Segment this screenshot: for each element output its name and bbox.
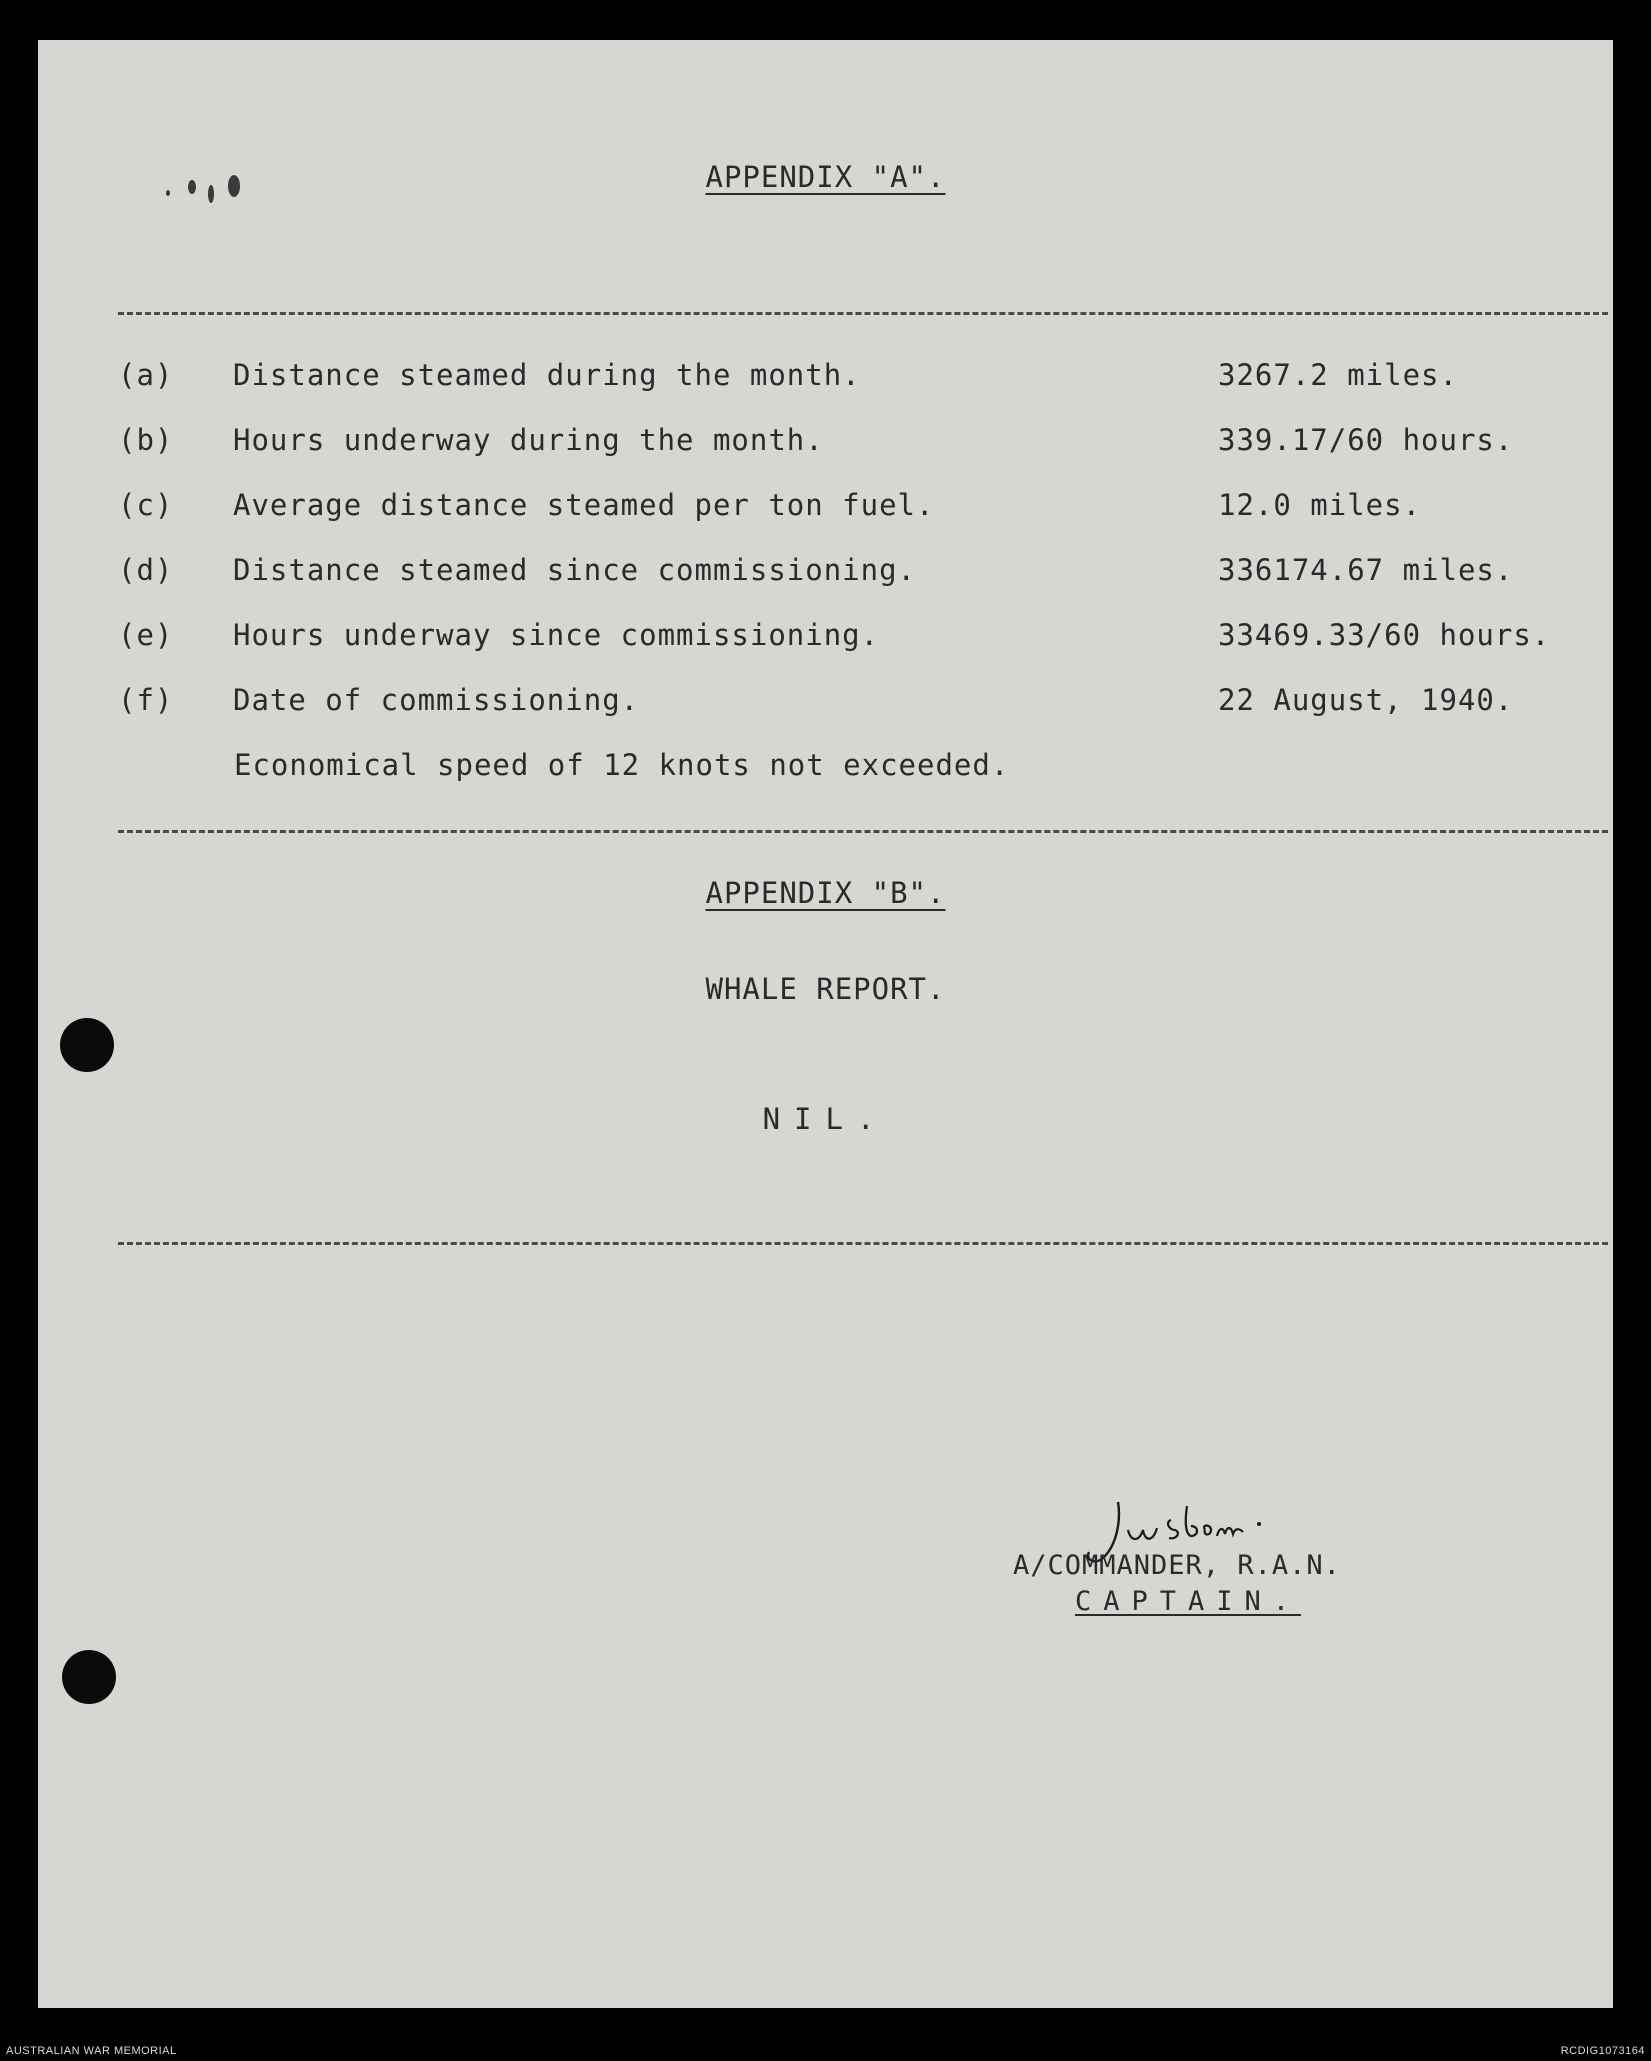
signer-title: CAPTAIN. <box>1075 1586 1302 1617</box>
table-row <box>118 358 1558 408</box>
row-key: (f) <box>118 683 174 717</box>
row-value: 12.0 miles. <box>1218 488 1422 522</box>
row-description: Date of commissioning. <box>233 683 640 717</box>
row-value: 22 August, 1940. <box>1218 683 1514 717</box>
footer-archive-name: AUSTRALIAN WAR MEMORIAL <box>6 2045 177 2057</box>
row-description: Hours underway during the month. <box>233 423 824 457</box>
row-value: 3267.2 miles. <box>1218 358 1458 392</box>
row-key: (e) <box>118 618 174 652</box>
signer-rank: A/COMMANDER, R.A.N. <box>1013 1550 1341 1581</box>
punch-hole-bottom <box>62 1650 116 1704</box>
whale-report-heading: WHALE REPORT. <box>705 972 946 1006</box>
row-description: Hours underway since commissioning. <box>233 618 880 652</box>
table-row <box>118 683 1558 733</box>
row-key: (d) <box>118 553 174 587</box>
table-row <box>118 553 1558 603</box>
appendix-b-title: APPENDIX "B". <box>705 876 946 910</box>
row-value: 33469.33/60 hours. <box>1218 618 1551 652</box>
row-description: Average distance steamed per ton fuel. <box>233 488 935 522</box>
economical-speed-note: Economical speed of 12 knots not exceeded. <box>234 748 1010 782</box>
row-key: (a) <box>118 358 174 392</box>
divider-1 <box>118 312 1608 315</box>
appendix-a-title: APPENDIX "A". <box>705 160 946 194</box>
table-row <box>118 423 1558 473</box>
row-description: Distance steamed since commissioning. <box>233 553 917 587</box>
table-row <box>118 488 1558 538</box>
punch-hole-top <box>60 1018 114 1072</box>
document-page <box>38 40 1613 2008</box>
table-row <box>118 618 1558 668</box>
row-key: (c) <box>118 488 174 522</box>
footer-record-id: RCDIG1073164 <box>1560 2045 1645 2057</box>
row-key: (b) <box>118 423 174 457</box>
row-value: 336174.67 miles. <box>1218 553 1514 587</box>
divider-3 <box>118 1242 1608 1245</box>
row-value: 339.17/60 hours. <box>1218 423 1514 457</box>
whale-report-body: NIL. <box>762 1102 889 1136</box>
divider-2 <box>118 830 1608 833</box>
row-description: Distance steamed during the month. <box>233 358 861 392</box>
